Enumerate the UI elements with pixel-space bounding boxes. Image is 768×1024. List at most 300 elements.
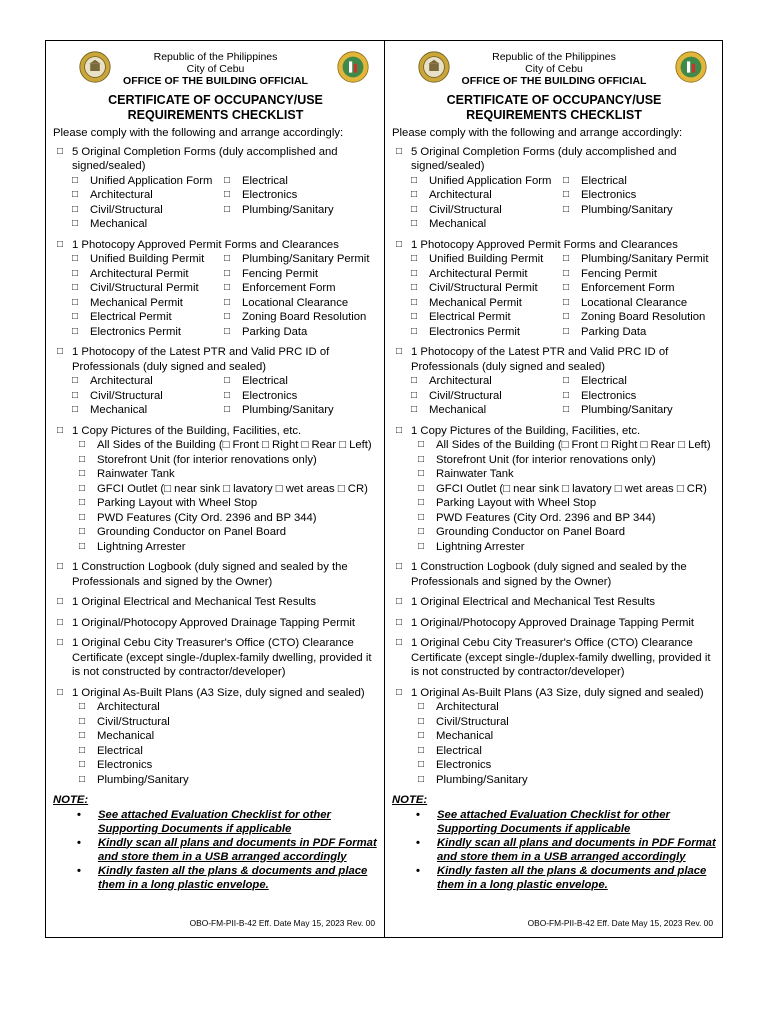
sub-item-label: Fencing Permit xyxy=(581,267,657,280)
checkbox-icon[interactable]: □ xyxy=(411,325,418,337)
sub-item-label: Grounding Conductor on Panel Board xyxy=(97,526,287,538)
sub-item-label: Electronics xyxy=(436,759,492,771)
checkbox-icon[interactable]: □ xyxy=(79,701,86,712)
sub-item-label: Lightning Arrester xyxy=(436,540,525,553)
checkbox-icon[interactable]: □ xyxy=(396,616,403,628)
checkbox-icon[interactable]: □ xyxy=(79,759,86,770)
requirement-item xyxy=(53,238,378,340)
notes-list xyxy=(53,808,378,892)
checkbox-icon[interactable]: □ xyxy=(563,404,570,415)
note-item xyxy=(53,808,378,836)
sub-item xyxy=(563,281,716,296)
checkbox-icon[interactable]: □ xyxy=(396,145,403,157)
sub-item xyxy=(224,310,378,325)
checkbox-icon[interactable]: □ xyxy=(72,311,79,322)
sub-item-label: GFCI Outlet (□ near sink □ lavatory □ wet areas □ CR) xyxy=(436,482,707,495)
sub-checklist xyxy=(411,174,716,232)
requirement-text: 1 Original Electrical and Mechanical Test Results xyxy=(72,596,317,608)
sub-item-label: Electrical xyxy=(436,744,482,757)
checkbox-icon[interactable]: □ xyxy=(72,404,79,415)
requirement-text: 1 Copy Pictures of the Building, Facilities, etc. xyxy=(72,424,302,437)
requirement-text: 1 Construction Logbook (duly signed and sealed by the Professionals and signed by the Owner) xyxy=(411,561,687,588)
sub-item-label: Electronics xyxy=(581,389,637,402)
sub-item-label: Architectural xyxy=(90,375,153,387)
note-text: Kindly scan all plans and documents in PDF Format and store them in a USB arranged accordingly xyxy=(437,836,716,863)
sub-item-label: Plumbing/Sanitary xyxy=(242,203,334,216)
requirement-text: 1 Original Cebu City Treasurer's Office (CTO) Clearance Certificate (except single-/duplex-family dwelling, provided it is not constructed by contractor/developer) xyxy=(72,637,372,678)
checkbox-icon[interactable]: □ xyxy=(57,616,64,628)
sub-item xyxy=(411,203,563,218)
checkbox-icon[interactable]: □ xyxy=(57,145,64,157)
sub-item xyxy=(72,188,224,203)
sub-item xyxy=(563,325,716,340)
sub-item-label: Architectural xyxy=(436,701,499,713)
doc-title-line1: CERTIFICATE OF OCCUPANCY/USE xyxy=(108,93,323,107)
sub-item xyxy=(72,325,224,340)
sub-item-label: Architectural xyxy=(90,189,153,201)
sub-item xyxy=(411,267,563,282)
document-sheet xyxy=(45,40,723,938)
sub-item xyxy=(224,374,378,389)
checkbox-icon[interactable]: □ xyxy=(396,346,403,357)
checkbox-icon[interactable]: □ xyxy=(224,296,231,308)
sub-item-label: Parking Layout with Wheel Stop xyxy=(436,497,597,509)
intro-text: Please comply with the following and arrange accordingly: xyxy=(53,127,344,139)
sub-item xyxy=(563,188,716,203)
sub-item-label: Civil/Structural xyxy=(90,203,163,216)
sub-item xyxy=(411,438,716,453)
sub-item-label: Electronics xyxy=(242,389,298,402)
checkbox-icon[interactable]: □ xyxy=(72,174,79,186)
header-office: OFFICE OF THE BUILDING OFFICIAL xyxy=(461,75,647,87)
checkbox-icon[interactable]: □ xyxy=(79,773,86,785)
checkbox-icon[interactable]: □ xyxy=(72,325,79,337)
checkbox-icon[interactable]: □ xyxy=(418,468,425,479)
sub-item xyxy=(563,374,716,389)
checkbox-icon[interactable]: □ xyxy=(224,389,231,401)
checkbox-icon[interactable]: □ xyxy=(396,238,403,250)
sub-item xyxy=(563,403,716,418)
sub-item-label: Mechanical Permit xyxy=(90,296,183,309)
sub-item xyxy=(224,325,378,340)
checkbox-icon[interactable]: □ xyxy=(57,561,64,572)
sub-item xyxy=(224,217,378,232)
sub-item-label: Rainwater Tank xyxy=(97,468,175,480)
requirement-item xyxy=(53,345,378,418)
sub-item-label: Locational Clearance xyxy=(242,296,349,309)
requirement-item xyxy=(53,616,378,631)
checkbox-icon[interactable]: □ xyxy=(79,468,86,479)
checkbox-icon[interactable]: □ xyxy=(396,561,403,572)
sub-item xyxy=(224,188,378,203)
sub-item-label: Civil/Structural Permit xyxy=(90,282,199,294)
checkbox-icon[interactable]: □ xyxy=(418,759,425,770)
sub-item xyxy=(72,252,224,267)
sub-item xyxy=(411,700,716,715)
note-text: Kindly scan all plans and documents in PDF Format and store them in a USB arranged accordingly xyxy=(98,836,377,863)
checkbox-icon[interactable]: □ xyxy=(563,189,570,200)
checkbox-icon[interactable]: □ xyxy=(563,267,570,279)
bullet-icon: • xyxy=(416,864,420,877)
requirement-item xyxy=(53,424,378,555)
sub-item-label: Electronics xyxy=(242,189,298,201)
header-city: City of Cebu xyxy=(525,63,583,75)
sub-item-label: Architectural xyxy=(429,189,492,201)
checkbox-icon[interactable]: □ xyxy=(57,424,64,436)
requirement-item xyxy=(392,238,716,340)
requirement-item xyxy=(392,595,716,610)
checkbox-icon[interactable]: □ xyxy=(418,439,425,450)
requirement-text: 1 Photocopy Approved Permit Forms and Clearances xyxy=(411,238,678,251)
bullet-icon: • xyxy=(416,836,420,849)
sub-list xyxy=(411,438,716,554)
sub-item xyxy=(411,403,563,418)
note-text: Kindly fasten all the plans & documents and place them in a long plastic envelope. xyxy=(98,864,368,891)
sub-list xyxy=(72,700,378,787)
sub-item xyxy=(72,758,378,773)
sub-item-label: Parking Data xyxy=(581,325,647,338)
sub-item-label: Unified Application Form xyxy=(90,174,213,187)
checkbox-icon[interactable]: □ xyxy=(563,389,570,401)
checkbox-icon[interactable]: □ xyxy=(563,203,570,215)
note-item xyxy=(53,836,378,864)
sub-item xyxy=(224,267,378,282)
sub-item-label: Civil/Structural xyxy=(429,389,502,402)
checkbox-icon[interactable]: □ xyxy=(224,203,231,215)
header-office: OFFICE OF THE BUILDING OFFICIAL xyxy=(123,75,308,87)
checkbox-icon[interactable]: □ xyxy=(57,346,64,357)
requirement-item xyxy=(53,145,378,232)
sub-item xyxy=(224,252,378,267)
checkbox-icon[interactable]: □ xyxy=(411,282,418,293)
sub-checklist xyxy=(72,174,378,232)
sub-item xyxy=(224,281,378,296)
checkbox-icon[interactable]: □ xyxy=(79,526,86,537)
sub-item-label: Electrical Permit xyxy=(90,311,172,323)
note-heading: NOTE: xyxy=(392,794,428,806)
sub-item-label: Unified Application Form xyxy=(429,174,552,187)
sub-item-label: Civil/Structural xyxy=(90,389,163,402)
sub-checklist xyxy=(72,252,378,339)
sub-item-label: Architectural Permit xyxy=(90,267,189,280)
note-item xyxy=(392,836,716,864)
sub-item-label: Electronics xyxy=(581,189,637,201)
sub-item xyxy=(411,773,716,788)
intro-text: Please comply with the following and arrange accordingly: xyxy=(392,127,683,139)
sub-item-label: PWD Features (City Ord. 2396 and BP 344) xyxy=(436,511,656,524)
checkbox-icon[interactable]: □ xyxy=(224,253,231,264)
checkbox-icon[interactable]: □ xyxy=(224,189,231,200)
form-code-footer: OBO-FM-PII-B-42 Eff. Date May 15, 2023 Rev. 00 xyxy=(527,917,713,928)
sub-item xyxy=(411,540,716,555)
checkbox-icon[interactable]: □ xyxy=(411,253,418,264)
sub-item-label: Plumbing/Sanitary Permit xyxy=(581,253,709,265)
checkbox-icon[interactable]: □ xyxy=(411,189,418,200)
sub-item xyxy=(72,700,378,715)
sub-item-label: Storefront Unit (for interior renovations only) xyxy=(436,453,656,466)
sub-item-label: Architectural Permit xyxy=(429,267,528,280)
checkbox-icon[interactable]: □ xyxy=(411,375,418,386)
sub-item xyxy=(563,217,716,232)
requirement-item xyxy=(392,686,716,788)
checkbox-icon[interactable]: □ xyxy=(411,311,418,322)
requirement-item xyxy=(392,145,716,232)
checkbox-icon[interactable]: □ xyxy=(79,453,86,465)
checkbox-icon[interactable]: □ xyxy=(224,282,231,293)
checkbox-icon[interactable]: □ xyxy=(57,637,64,648)
requirement-text: 1 Original Electrical and Mechanical Test Results xyxy=(411,596,656,608)
sub-item xyxy=(72,403,224,418)
requirements-list xyxy=(392,145,716,788)
checkbox-icon[interactable]: □ xyxy=(563,174,570,186)
sub-item-label: Plumbing/Sanitary xyxy=(242,404,334,416)
checkbox-icon[interactable]: □ xyxy=(418,540,425,552)
sub-item xyxy=(411,217,563,232)
header-republic: Republic of the Philippines xyxy=(153,51,278,63)
sub-item-label: Enforcement Form xyxy=(581,282,675,294)
sub-item xyxy=(563,203,716,218)
checkbox-icon[interactable]: □ xyxy=(72,253,79,264)
bullet-icon: • xyxy=(77,836,81,849)
requirement-text: 5 Original Completion Forms (duly accomplished and signed/sealed) xyxy=(72,145,338,172)
checkbox-icon[interactable]: □ xyxy=(418,453,425,465)
requirement-text: 1 Original/Photocopy Approved Drainage Tapping Permit xyxy=(72,616,356,629)
sub-item xyxy=(411,496,716,511)
checkbox-icon[interactable]: □ xyxy=(224,325,231,337)
sub-item-label: Rainwater Tank xyxy=(436,468,514,480)
sub-item xyxy=(72,281,224,296)
checkbox-icon[interactable]: □ xyxy=(57,596,64,607)
sub-item-label: Locational Clearance xyxy=(581,296,688,309)
sub-item-label: Civil/Structural Permit xyxy=(429,282,538,294)
requirement-item xyxy=(392,424,716,555)
checkbox-icon[interactable]: □ xyxy=(79,540,86,552)
checkbox-icon[interactable]: □ xyxy=(411,296,418,308)
checkbox-icon[interactable]: □ xyxy=(411,218,418,229)
requirement-item xyxy=(53,686,378,788)
checkbox-icon[interactable]: □ xyxy=(72,375,79,386)
checkbox-icon[interactable]: □ xyxy=(418,744,425,756)
form-code-footer: OBO-FM-PII-B-42 Eff. Date May 15, 2023 Rev. 00 xyxy=(189,917,375,928)
sub-item-label: Fencing Permit xyxy=(242,267,318,280)
checkbox-icon[interactable]: □ xyxy=(79,482,86,494)
sub-item-label: Electronics Permit xyxy=(429,325,521,338)
checkbox-icon[interactable]: □ xyxy=(396,686,403,698)
requirement-text: 1 Photocopy of the Latest PTR and Valid PRC ID of Professionals (duly signed and sealed) xyxy=(411,346,669,373)
bullet-icon: • xyxy=(77,864,81,877)
sub-item xyxy=(411,188,563,203)
checkbox-icon[interactable]: □ xyxy=(224,311,231,322)
checkbox-icon[interactable]: □ xyxy=(396,596,403,607)
checkbox-icon[interactable]: □ xyxy=(418,701,425,712)
sub-item xyxy=(411,389,563,404)
sub-item xyxy=(411,511,716,526)
sub-item-label: Architectural xyxy=(429,375,492,387)
bullet-icon: • xyxy=(416,808,420,821)
checkbox-icon[interactable]: □ xyxy=(72,282,79,293)
sub-item xyxy=(411,453,716,468)
sub-item xyxy=(72,389,224,404)
sub-checklist xyxy=(72,374,378,418)
checkbox-icon[interactable]: □ xyxy=(411,203,418,215)
requirement-item xyxy=(53,595,378,610)
sub-item xyxy=(72,525,378,540)
sub-item-label: Electrical xyxy=(242,375,288,387)
sub-item xyxy=(72,715,378,730)
sub-item xyxy=(411,252,563,267)
panel-header xyxy=(392,41,716,93)
checkbox-icon[interactable]: □ xyxy=(224,267,231,279)
sub-item xyxy=(72,217,224,232)
sub-list xyxy=(72,438,378,554)
sub-item xyxy=(72,744,378,759)
checkbox-icon[interactable]: □ xyxy=(72,189,79,200)
checkbox-icon[interactable]: □ xyxy=(79,439,86,450)
sub-checklist xyxy=(411,252,716,339)
checkbox-icon[interactable]: □ xyxy=(224,404,231,415)
sub-item-label: Unified Building Permit xyxy=(90,253,205,265)
checkbox-icon[interactable]: □ xyxy=(418,715,425,727)
sub-item-label: Plumbing/Sanitary xyxy=(436,773,528,786)
sub-item xyxy=(72,773,378,788)
sub-checklist xyxy=(411,374,716,418)
checkbox-icon[interactable]: □ xyxy=(563,311,570,322)
sub-item-label: Enforcement Form xyxy=(242,282,336,294)
sub-item xyxy=(563,296,716,311)
sub-item xyxy=(224,403,378,418)
sub-item-label: Plumbing/Sanitary xyxy=(581,404,673,416)
sub-item xyxy=(72,296,224,311)
checkbox-icon[interactable]: □ xyxy=(57,686,64,698)
requirements-list xyxy=(53,145,378,788)
sub-item-label: Electrical Permit xyxy=(429,311,511,323)
header-republic: Republic of the Philippines xyxy=(492,51,616,63)
sub-item-label: Civil/Structural xyxy=(436,715,509,728)
checkbox-icon[interactable]: □ xyxy=(411,174,418,186)
checkbox-icon[interactable]: □ xyxy=(418,497,425,508)
checkbox-icon[interactable]: □ xyxy=(72,296,79,308)
sub-item-label: Parking Layout with Wheel Stop xyxy=(97,497,258,509)
note-item xyxy=(392,808,716,836)
checkbox-icon[interactable]: □ xyxy=(396,637,403,648)
sub-item xyxy=(411,310,563,325)
requirement-text: 1 Original As-Built Plans (A3 Size, duly signed and sealed) xyxy=(72,686,365,699)
sub-item xyxy=(72,453,378,468)
checkbox-icon[interactable]: □ xyxy=(563,375,570,386)
sub-item xyxy=(72,511,378,526)
requirement-item xyxy=(53,560,378,589)
sub-item-label: Civil/Structural xyxy=(429,203,502,216)
checkbox-icon[interactable]: □ xyxy=(72,203,79,215)
requirement-text: 1 Original Cebu City Treasurer's Office (CTO) Clearance Certificate (except single-/duplex-family dwelling, provided it is not constructed by contractor/developer) xyxy=(411,637,711,678)
checkbox-icon[interactable]: □ xyxy=(57,238,64,250)
note-item xyxy=(392,864,716,892)
checkbox-icon[interactable]: □ xyxy=(72,389,79,401)
sub-item xyxy=(563,267,716,282)
sub-item-label: Mechanical xyxy=(97,730,155,742)
sub-item-label: Electrical xyxy=(581,375,627,387)
sub-item-label: Zoning Board Resolution xyxy=(581,311,706,323)
sub-item xyxy=(224,389,378,404)
checkbox-icon[interactable]: □ xyxy=(411,267,418,279)
sub-item-label: Lightning Arrester xyxy=(97,540,186,553)
requirement-item xyxy=(392,636,716,680)
sub-item xyxy=(411,281,563,296)
sub-item-label: Storefront Unit (for interior renovations only) xyxy=(97,453,317,466)
checkbox-icon[interactable]: □ xyxy=(418,773,425,785)
sub-item xyxy=(72,267,224,282)
sub-item xyxy=(411,374,563,389)
sub-item xyxy=(411,525,716,540)
sub-item-label: Architectural xyxy=(97,701,160,713)
sub-item xyxy=(411,325,563,340)
checkbox-icon[interactable]: □ xyxy=(563,296,570,308)
checkbox-icon[interactable]: □ xyxy=(418,730,425,741)
checkbox-icon[interactable]: □ xyxy=(72,267,79,279)
sub-list xyxy=(411,700,716,787)
sub-item xyxy=(72,174,224,189)
sub-item-label: Electronics Permit xyxy=(90,325,182,338)
checkbox-icon[interactable]: □ xyxy=(418,482,425,494)
sub-item xyxy=(72,203,224,218)
sub-item-label: Mechanical xyxy=(436,730,494,742)
checkbox-icon[interactable]: □ xyxy=(563,282,570,293)
sub-item xyxy=(563,310,716,325)
checkbox-icon[interactable]: □ xyxy=(79,497,86,508)
sub-item-label: Plumbing/Sanitary Permit xyxy=(242,253,370,265)
checkbox-icon[interactable]: □ xyxy=(224,375,231,386)
requirement-text: 1 Construction Logbook (duly signed and sealed by the Professionals and signed by the Owner) xyxy=(72,561,348,588)
checkbox-icon[interactable]: □ xyxy=(79,744,86,756)
requirement-text: 1 Photocopy of the Latest PTR and Valid PRC ID of Professionals (duly signed and sealed) xyxy=(72,346,330,373)
sub-item-label: All Sides of the Building (□ Front □ Right □ Rear □ Left) xyxy=(436,439,711,451)
note-text: See attached Evaluation Checklist for other Supporting Documents if applicable xyxy=(98,808,331,835)
requirement-text: 1 Original As-Built Plans (A3 Size, duly signed and sealed) xyxy=(411,686,704,699)
panel-header xyxy=(53,41,378,93)
checkbox-icon[interactable]: □ xyxy=(411,404,418,415)
sub-item xyxy=(72,467,378,482)
sub-item-label: Mechanical xyxy=(429,218,487,230)
checklist-panel-left xyxy=(46,41,384,937)
sub-item-label: Electrical xyxy=(581,174,627,187)
checkbox-icon[interactable]: □ xyxy=(411,389,418,401)
checkbox-icon[interactable]: □ xyxy=(79,511,86,523)
checkbox-icon[interactable]: □ xyxy=(79,715,86,727)
sub-item xyxy=(411,744,716,759)
sub-item xyxy=(72,374,224,389)
checkbox-icon[interactable]: □ xyxy=(224,174,231,186)
sub-item-label: Mechanical Permit xyxy=(429,296,522,309)
checkbox-icon[interactable]: □ xyxy=(418,511,425,523)
sub-item-label: GFCI Outlet (□ near sink □ lavatory □ wet areas □ CR) xyxy=(97,482,368,495)
checkbox-icon[interactable]: □ xyxy=(396,424,403,436)
checkbox-icon[interactable]: □ xyxy=(72,218,79,229)
sub-item xyxy=(224,296,378,311)
checkbox-icon[interactable]: □ xyxy=(563,325,570,337)
requirement-text: 1 Photocopy Approved Permit Forms and Clearances xyxy=(72,238,339,251)
sub-item-label: Mechanical xyxy=(429,404,487,416)
sub-item xyxy=(563,174,716,189)
requirement-text: 1 Copy Pictures of the Building, Facilities, etc. xyxy=(411,424,641,437)
sub-item xyxy=(72,729,378,744)
checkbox-icon[interactable]: □ xyxy=(418,526,425,537)
checkbox-icon[interactable]: □ xyxy=(79,730,86,741)
checkbox-icon[interactable]: □ xyxy=(563,253,570,264)
obo-seal-icon xyxy=(674,51,708,83)
notes-list xyxy=(392,808,716,892)
sub-item-label: Parking Data xyxy=(242,325,308,338)
sub-item xyxy=(72,310,224,325)
